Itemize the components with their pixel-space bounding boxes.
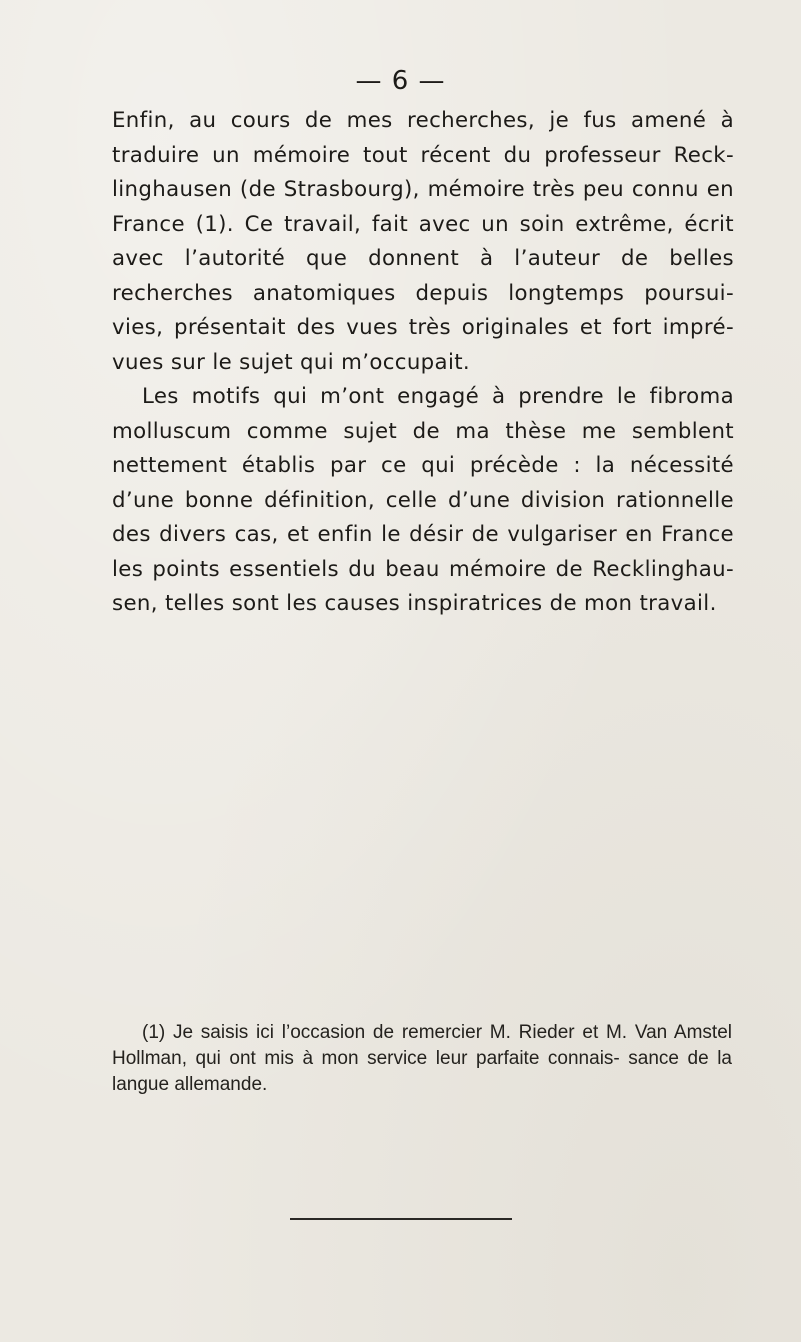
paragraph-1: Enfin, au cours de mes recherches, je fus amené à traduire un mémoire tout récent du professeur Reck- linghausen (de Strasbourg), mémoire très peu connu en France (1). Ce travail, fait avec un soin extrême, écrit avec l’autorité que donnent à l’auteur de belles recherches anatomiques depuis longtemps poursui- vies, présentait des vues très originales et fort impré- vues sur le sujet qui m’occupait. xyxy=(112,108,734,375)
page-number: — 6 — xyxy=(355,66,446,96)
footnote xyxy=(112,1020,732,1098)
paragraph-2: Les motifs qui m’ont engagé à prendre le fibroma molluscum comme sujet de ma thèse me semblent nettement établis par ce qui précède : la nécessité d’une bonne définition, celle d’une division rationnelle des divers cas, et enfin le désir de vulgariser en France les points essentiels du beau mémoire de Recklinghau- sen, telles sont les causes inspiratrices de mon travail. xyxy=(112,384,734,616)
footnote-text: (1) Je saisis ici l’occasion de remercier M. Rieder et M. Van Amstel Hollman, qui ont mis à mon service leur parfaite connais- sance de la langue allemande. xyxy=(112,1022,732,1095)
body-text xyxy=(112,104,734,622)
closing-rule xyxy=(290,1218,512,1220)
